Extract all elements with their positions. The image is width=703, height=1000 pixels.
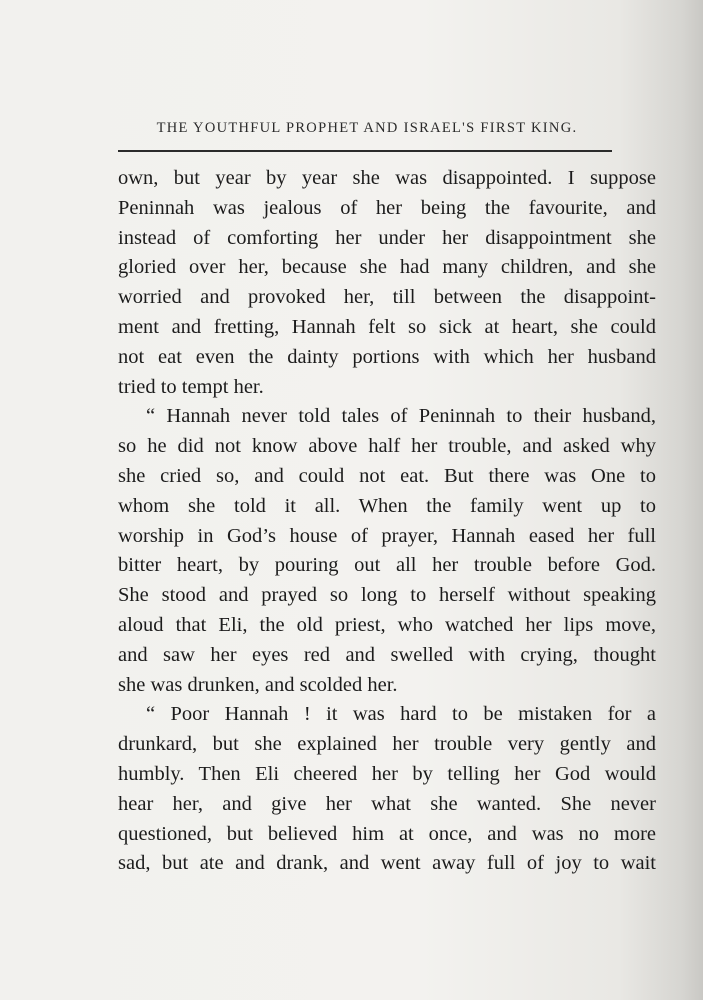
- text-line: Peninnah was jealous of her being the favourite, and: [118, 196, 656, 219]
- text-line: aloud that Eli, the old priest, who watched her lips move,: [118, 613, 656, 636]
- text-line: instead of comforting her under her disappointment she: [118, 226, 656, 249]
- text-line: “ Poor Hannah ! it was hard to be mistaken for a: [146, 703, 656, 726]
- text-line: gloried over her, because she had many children, and she: [118, 256, 656, 279]
- body-text: [118, 164, 656, 879]
- text-line: drunkard, but she explained her trouble very gently and: [118, 733, 656, 756]
- text-line: whom she told it all. When the family went up to: [118, 494, 656, 517]
- text-line: She stood and prayed so long to herself without speaking: [118, 584, 656, 607]
- running-head: THE YOUTHFUL PROPHET AND ISRAEL'S FIRST KING.: [156, 120, 578, 136]
- text-line: hear her, and give her what she wanted. She never: [118, 792, 656, 815]
- text-line: so he did not know above half her trouble, and asked why: [118, 435, 656, 458]
- header-rule: [118, 150, 612, 152]
- text-line: she was drunken, and scolded her.: [118, 673, 398, 696]
- text-line: worried and provoked her, till between the disappoint-: [118, 286, 656, 309]
- text-line: worship in God’s house of prayer, Hannah eased her full: [118, 524, 656, 547]
- text-line: sad, but ate and drank, and went away full of joy to wait: [118, 852, 656, 875]
- text-line: ment and fretting, Hannah felt so sick at heart, she could: [118, 315, 656, 338]
- text-line: she cried so, and could not eat. But there was One to: [118, 464, 656, 487]
- text-line: humbly. Then Eli cheered her by telling her God would: [118, 762, 656, 785]
- text-line: own, but year by year she was disappointed. I suppose: [118, 167, 656, 189]
- text-line: “ Hannah never told tales of Peninnah to their husband,: [146, 405, 656, 428]
- text-line: not eat even the dainty portions with which her husband: [118, 345, 656, 368]
- text-line: and saw her eyes red and swelled with crying, thought: [118, 643, 656, 666]
- text-line: bitter heart, by pouring out all her trouble before God.: [118, 554, 656, 577]
- text-line: questioned, but believed him at once, and was no more: [118, 822, 656, 845]
- text-line: tried to tempt her.: [118, 375, 264, 398]
